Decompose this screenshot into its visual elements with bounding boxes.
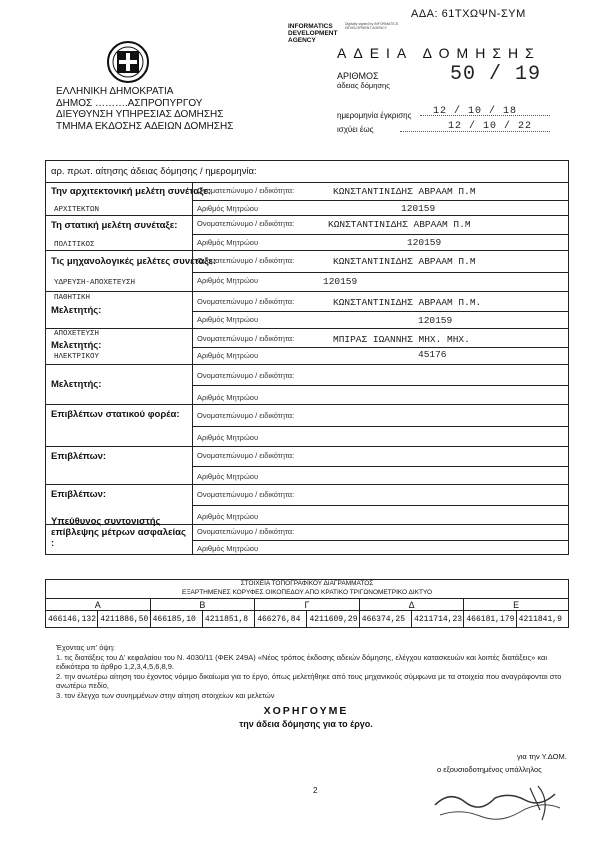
coord-value: 4211841,9 — [516, 611, 568, 628]
coord-value: 466146,132 — [48, 615, 97, 624]
coord-value: 466185,10 — [150, 611, 202, 628]
vertex-label: Ε — [463, 599, 568, 611]
signature-role: ο εξουσιοδοτημένος υπάλληλος — [437, 765, 542, 774]
vertex-label: Β — [150, 599, 255, 611]
ada-code: ΑΔΑ: 61ΤΧΩΨΝ-ΣΥΜ — [411, 8, 526, 20]
protocol-row: αρ. πρωτ. αίτησης άδειας δόμησης / ημερομηνία: — [51, 166, 257, 177]
table-row: Υπεύθυνος συντονιστής επίβλεψης μέτρων ασφαλείας : Ονοματεπώνυμο / ειδικότητα: Αριθμός Μητρώου — [46, 524, 568, 555]
signature-caption: για την Υ.ΔΟΜ. — [517, 752, 567, 761]
signature-stamp-icon — [430, 780, 565, 825]
document-title: ΑΔΕΙΑ ΔΟΜΗΣΗΣ — [337, 45, 541, 61]
coord-value: 4211851,8 — [202, 611, 254, 628]
page-number: 2 — [313, 786, 318, 795]
table-row: ΑΠΟΧΕΤΕΥΣΗ Μελετητής: ΗΛΕΚΤΡΙΚΟΥ Ονοματεπώνυμο / ειδικότητα: ΜΠΙΡΑΣ ΙΩΑΝΝΗΣ ΜΗΧ. ΜΗΧ. Αριθμός Μητρώου 45176 — [46, 328, 568, 365]
coordinates-table: ΣΤΟΙΧΕΙΑ ΤΟΠΟΓΡΑΦΙΚΟΥ ΔΙΑΓΡΑΜΜΑΤΟΣ ΕΞΑΡΤΗΜΕΝΕΣ ΚΟΡΥΦΕΣ ΟΙΚΟΠΕΔΟΥ ΑΠΟ ΚΡΑΤΙΚΟ ΤΡΙΓΩΝΟΜΕΤΡΙΚΟ ΔΙΚΤΥΟ Α Β Γ Δ Ε 466146,132 4211886,50 466185,10 4211851,8 466276,84 4211609,29 466374,25 4211714,23 466181,179 4211841,9 — [45, 579, 569, 628]
vertex-label: Α — [94, 600, 101, 610]
coord-value: 4211886,50 — [97, 611, 149, 628]
permit-number-handwritten: 50 / 19 — [450, 63, 542, 86]
legal-basis: Έχοντας υπ' όψη: 1. τις διατάξεις του Δ' κεφαλαίου του Ν. 4030/11 (ΦΕΚ 249Α) «Νέος τρόπος έκδοσης αδειών δόμησης, ελέγχου κατασκευών και λοιπές διατάξεις» και ειδικότερα το άρθρο 1,2,3,4,5,6,8,9. 2. την ανωτέρω αίτηση του έχοντος νόμιμο δικαίωμα για το έργο, όπως μελετήθηκε από τους μηχανικούς σύμφωνα με τα στοιχεία που αναγράφονται στο ανωτέρω πεδίο, 3. τον έλεγχο των συνημμένων στην αίτηση στοιχείων και μελετών — [56, 643, 562, 700]
coord-value: 4211609,29 — [306, 611, 358, 628]
table-row: Τη στατική μελέτη συνέταξε: ΠΟΛΙΤΙΚΟΣ Ονοματεπώνυμο / ειδικότητα: ΚΩΝΣΤΑΝΤΙΝΙΔΗΣ ΑΒΡΑΑΜ Π.Μ Αριθμός Μητρώου 120159 — [46, 215, 568, 251]
permit-meta: ΑΡΙΘΜΟΣ άδειας δόμησης ημερομηνία έγκρισης ισχύει έως — [337, 71, 412, 134]
validity-date-handwritten: 12 / 10 / 22 — [448, 121, 533, 132]
table-row: Μελετητής: Ονοματεπώνυμο / ειδικότητα: Αριθμός Μητρώου — [46, 364, 568, 405]
approval-date-handwritten: 12 / 10 / 18 — [433, 106, 518, 117]
vertex-label: Δ — [359, 599, 464, 611]
organization-block: ΕΛΛΗΝΙΚΗ ΔΗΜΟΚΡΑΤΙΑ ΔΗΜΟΣ ……….ΑΣΠΡΟΠΥΡΓΟΥ ΔΙΕΥΘΥΝΣΗ ΥΠΗΡΕΣΙΑΣ ΔΟΜΗΣΗΣ ΤΜΗΜΑ ΕΚΔΟΣΗΣ ΑΔΕΙΩΝ ΔΟΜΗΣΗΣ — [56, 86, 234, 132]
coord-value: 466374,25 — [359, 611, 411, 628]
coord-value: 466181,179 — [463, 611, 515, 628]
table-row: Τις μηχανολογικές μελέτες συνέταξε: ΥΔΡΕΥΣΗ-ΑΠΟΧΕΤΕΥΣΗ Ονοματεπώνυμο / ειδικότητα: ΚΩΝΣΤΑΝΤΙΝΙΔΗΣ ΑΒΡΑΑΜ Π.Μ Αριθμός Μητρώου 120159 — [46, 250, 568, 292]
grant-heading: ΧΟΡΗΓΟΥΜΕ — [263, 705, 349, 717]
digital-signature-fine-print: Digitally signed by INFORMATICS DEVELOPMENT AGENCY — [345, 22, 399, 30]
table-row: Επιβλέπων στατικού φορέα: Ονοματεπώνυμο / ειδικότητα: Αριθμός Μητρώου — [46, 404, 568, 447]
informatics-stamp: INFORMATICS DEVELOPMENT AGENCY — [288, 23, 338, 44]
coord-value: 4211714,23 — [411, 611, 463, 628]
table-row: ΠΑΘΗΤΙΚΗ Μελετητής: Ονοματεπώνυμο / ειδικότητα: ΚΩΝΣΤΑΝΤΙΝΙΔΗΣ ΑΒΡΑΑΜ Π.Μ. Αριθμός Μητρώου 120159 — [46, 291, 568, 329]
table-row: Επιβλέπων: Ονοματεπώνυμο / ειδικότητα: Αριθμός Μητρώου — [46, 446, 568, 485]
engineers-table — [45, 160, 569, 555]
table-row: Επιβλέπων: Ονοματεπώνυμο / ειδικότητα: Αριθμός Μητρώου — [46, 484, 568, 525]
grant-text: την άδεια δόμησης για το έργο. — [239, 719, 373, 729]
coord-value: 466276,84 — [254, 611, 306, 628]
vertex-label: Γ — [254, 599, 359, 611]
greek-emblem-icon — [102, 38, 154, 86]
table-row: Την αρχιτεκτονική μελέτη συνέταξε: ΑΡΧΙΤΕΚΤΩΝ Ονοματεπώνυμο / ειδικότητα: ΚΩΝΣΤΑΝΤΙΝΙΔΗΣ ΑΒΡΑΑΜ Π.Μ Αριθμός Μητρώου 120159 — [46, 182, 568, 216]
